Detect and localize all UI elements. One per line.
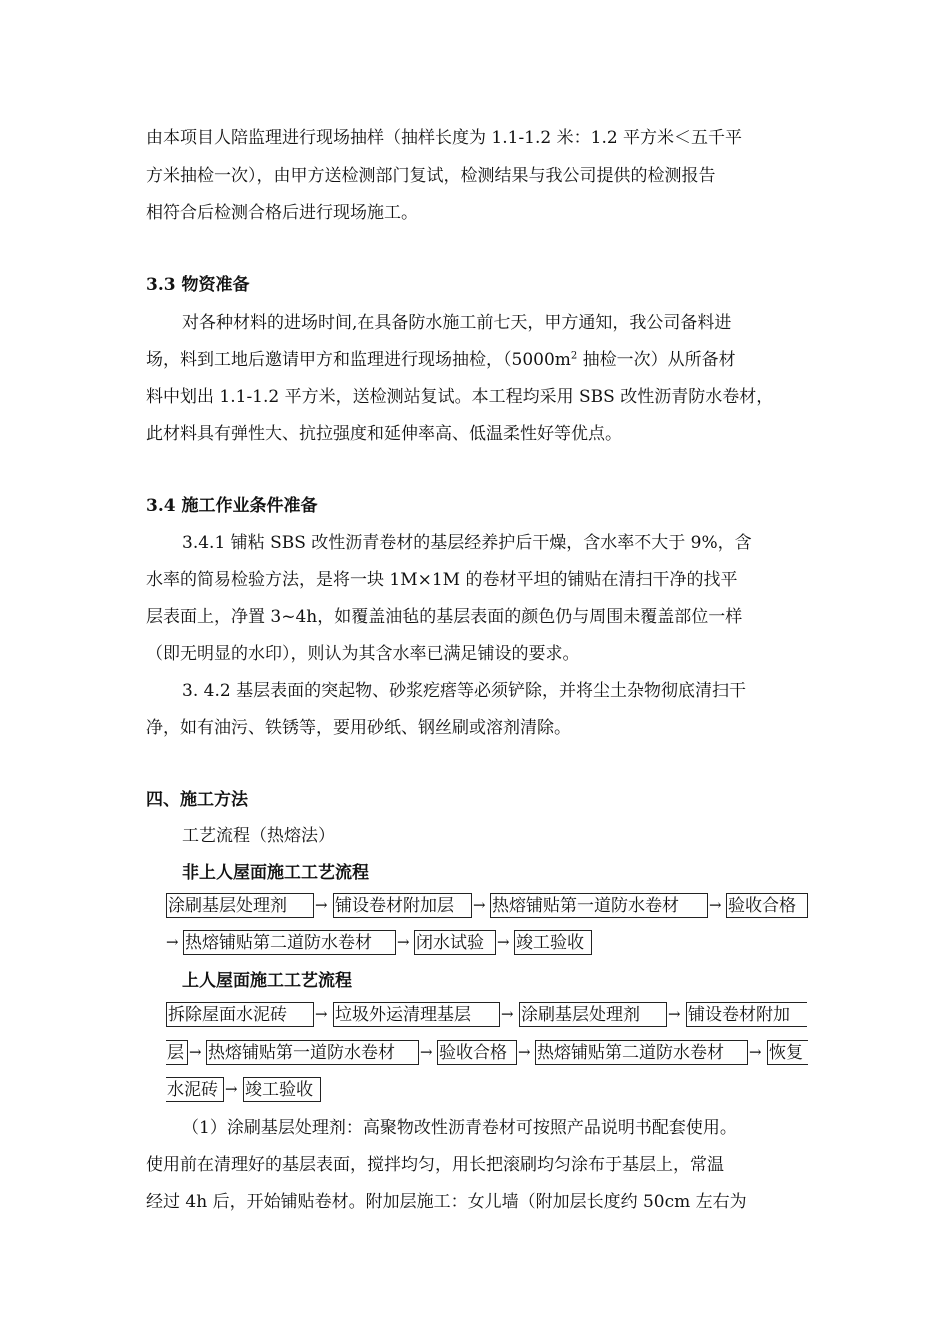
- arrow-right-icon: →: [497, 933, 510, 951]
- section-heading-3-3: 3.3 物资准备: [146, 275, 250, 295]
- arrow-right-icon: →: [225, 1080, 238, 1098]
- superscript: 2: [570, 350, 578, 362]
- section-heading-4: 四、施工方法: [146, 790, 248, 810]
- flow-step-box: 水泥砖: [166, 1077, 224, 1102]
- flow-step-box: 恢复: [767, 1040, 808, 1065]
- body-text-line: （即无明显的水印），则认为其含水率已满足铺设的要求。: [146, 644, 580, 664]
- body-text-line: 净，如有油污、铁锈等，要用砂纸、钢丝刷或溶剂清除。: [146, 718, 571, 738]
- flow-step-box: 热熔铺贴第二道防水卷材: [535, 1040, 748, 1065]
- flow-step-box: 竣工验收: [514, 930, 592, 955]
- flow-step-box: 涂刷基层处理剂: [519, 1002, 667, 1027]
- body-text-line: 场，料到工地后邀请甲方和监理进行现场抽检，（$5000m^2$ 抽检一次）从所备材: [146, 350, 736, 370]
- flow-step-box: 铺设卷材附加: [686, 1002, 807, 1027]
- body-text-line: 层表面上，净置 3~4h，如覆盖油毡的基层表面的颜色仍与周围未覆盖部位一样: [146, 607, 743, 627]
- arrow-right-icon: →: [189, 1043, 202, 1061]
- arrow-right-icon: →: [668, 1005, 681, 1023]
- flow-step-box: 拆除屋面水泥砖: [166, 1002, 314, 1027]
- flow-title-non-occupied: 非上人屋面施工工艺流程: [182, 863, 369, 883]
- body-text-line: 经过 4h 后，开始铺贴卷材。附加层施工：女儿墙（附加层长度约 50cm 左右为: [146, 1192, 747, 1212]
- arrow-right-icon: →: [315, 1005, 328, 1023]
- flow-step-box: 闭水试验: [414, 930, 496, 955]
- flow-step-box: 竣工验收: [243, 1077, 321, 1102]
- body-text-line: 水率的简易检验方法，是将一块 1M×1M 的卷材平坦的铺贴在清扫干净的找平: [146, 570, 738, 590]
- body-text-line: 此材料具有弹性大、抗拉强度和延伸率高、低温柔性好等优点。: [146, 424, 622, 444]
- arrow-right-icon: →: [518, 1043, 531, 1061]
- arrow-right-icon: →: [315, 896, 328, 914]
- flow-title-occupied: 上人屋面施工工艺流程: [182, 971, 352, 991]
- flow-step-box: 层: [166, 1040, 188, 1065]
- arrow-right-icon: →: [749, 1043, 762, 1061]
- flow-step-box: 验收合格: [437, 1040, 517, 1065]
- arrow-right-icon: →: [397, 933, 410, 951]
- arrow-right-icon: →: [166, 933, 179, 951]
- flow-step-box: 热熔铺贴第二道防水卷材: [183, 930, 396, 955]
- body-text-line: 相符合后检测合格后进行现场施工。: [146, 203, 418, 223]
- flow-step-box: 涂刷基层处理剂: [166, 893, 314, 918]
- body-text-line: 方米抽检一次），由甲方送检测部门复试，检测结果与我公司提供的检测报告: [146, 166, 716, 186]
- craft-title: 工艺流程（热熔法）: [182, 826, 335, 846]
- arrow-right-icon: →: [473, 896, 486, 914]
- body-text-line: 使用前在清理好的基层表面，搅拌均匀，用长把滚刷均匀涂布于基层上，常温: [146, 1155, 724, 1175]
- section-heading-3-4: 3.4 施工作业条件准备: [146, 496, 318, 516]
- flow-step-box: 垃圾外运清理基层: [333, 1002, 500, 1027]
- body-text-line: 料中划出 1.1-1.2 平方米，送检测站复试。本工程均采用 SBS 改性沥青防水卷材，: [146, 387, 774, 407]
- flow-step-box: 验收合格: [726, 893, 808, 918]
- flow-step-box: 铺设卷材附加层: [333, 893, 472, 918]
- body-text-line: 3.4.1 铺粘 SBS 改性沥青卷材的基层经养护后干燥，含水率不大于 9%，含: [182, 533, 752, 553]
- arrow-right-icon: →: [420, 1043, 433, 1061]
- body-text-line: 3. 4.2 基层表面的突起物、砂浆疙瘩等必须铲除，并将尘土杂物彻底清扫干: [182, 681, 747, 701]
- flow-step-box: 热熔铺贴第一道防水卷材: [206, 1040, 419, 1065]
- flow-step-box: 热熔铺贴第一道防水卷材: [490, 893, 708, 918]
- body-text-line: 对各种材料的进场时间,在具备防水施工前七天，甲方通知，我公司备料进: [182, 313, 732, 333]
- body-text-line: 由本项目人陪监理进行现场抽样（抽样长度为 1.1-1.2 米：1.2 平方米＜五千平: [146, 128, 743, 148]
- body-text-line: （1）涂刷基层处理剂：高聚物改性沥青卷材可按照产品说明书配套使用。: [182, 1118, 737, 1138]
- arrow-right-icon: →: [501, 1005, 514, 1023]
- arrow-right-icon: →: [709, 896, 722, 914]
